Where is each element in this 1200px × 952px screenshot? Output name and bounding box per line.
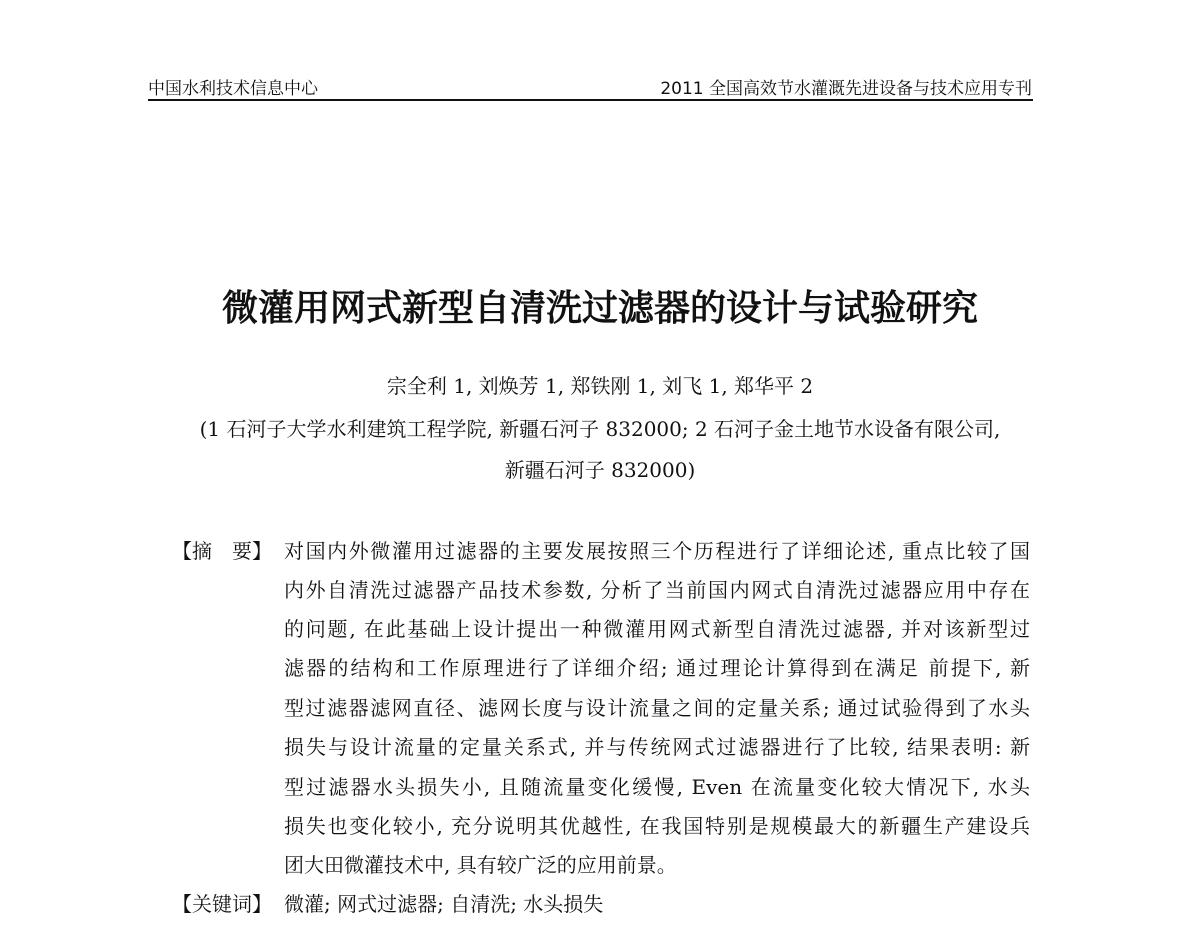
abstract-line: 内外自清洗过滤器产品技术参数, 分析了当前国内网式自清洗过滤器应用中存在 — [284, 578, 1030, 602]
abstract-line: 滤器的结构和工作原理进行了详细介绍; 通过理论计算得到在满足 前提下, 新 — [284, 656, 1030, 680]
keywords-label: 【关键词】 — [172, 892, 272, 916]
abstract-label: 【摘 要】 — [172, 539, 272, 563]
keywords-text: 微灌; 网式过滤器; 自清洗; 水头损失 — [284, 892, 604, 916]
abstract-line: 损失与设计流量的定量关系式, 并与传统网式过滤器进行了比较, 结果表明: 新 — [284, 735, 1030, 759]
affiliation-line: 新疆石河子 832000) — [504, 458, 696, 482]
abstract-line: 型过滤器滤网直径、滤网长度与设计流量之间的定量关系; 通过试验得到了水头 — [284, 696, 1030, 720]
abstract-line: 团大田微灌技术中, 具有较广泛的应用前景。 — [284, 853, 677, 877]
abstract-line: 的问题, 在此基础上设计提出一种微灌用网式新型自清洗过滤器, 并对该新型过 — [284, 617, 1030, 641]
abstract-line: 损失也变化较小, 充分说明其优越性, 在我国特别是规模最大的新疆生产建设兵 — [284, 814, 1030, 838]
abstract-line: 对国内外微灌用过滤器的主要发展按照三个历程进行了详细论述, 重点比较了国 — [284, 539, 1030, 563]
authors: 宗全利 1, 刘焕芳 1, 郑铁刚 1, 刘飞 1, 郑华平 2 — [386, 374, 814, 398]
abstract-line: 型过滤器水头损失小, 且随流量变化缓慢, Even 在流量变化较大情况下, 水头 — [284, 775, 1030, 799]
paper-title: 微灌用网式新型自清洗过滤器的设计与试验研究 — [221, 288, 978, 329]
running-header-left: 中国水利技术信息中心 — [148, 79, 318, 99]
running-header-right: 2011 全国高效节水灌溉先进设备与技术应用专刊 — [660, 79, 1032, 99]
header-rule — [148, 99, 1033, 101]
affiliation-line: (1 石河子大学水利建筑工程学院, 新疆石河子 832000; 2 石河子金土地节水设备有限公司, — [199, 417, 1001, 441]
